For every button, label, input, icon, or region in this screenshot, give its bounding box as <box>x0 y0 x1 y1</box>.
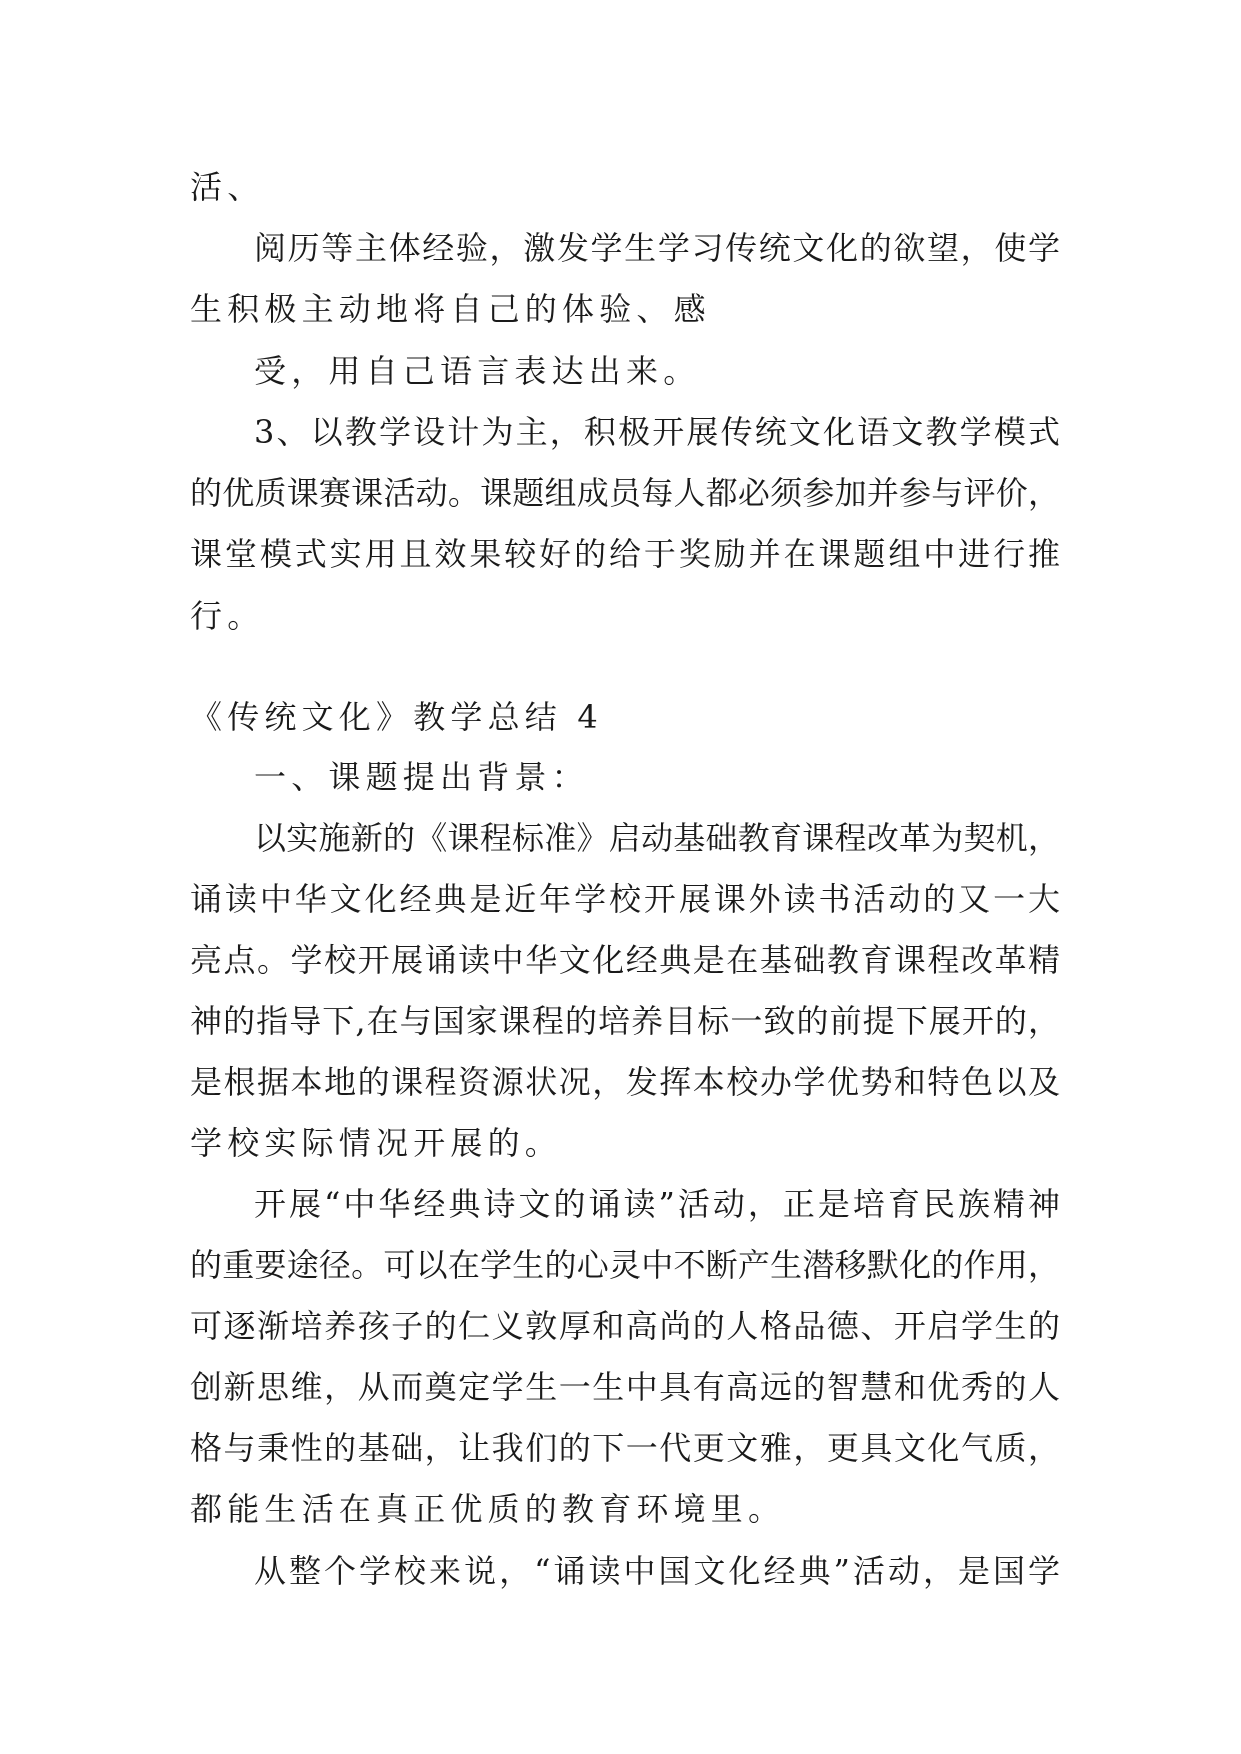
text-line: 神的指导下,在与国家课程的培养目标一致的前提下展开的， <box>190 1002 1060 1040</box>
text-line: 的优质课赛课活动。课题组成员每人都必须参加并参与评价， <box>190 474 1060 512</box>
text-line: 从整个学校来说，“诵读中国文化经典”活动，是国学 <box>254 1552 1060 1590</box>
text-line: 3、以教学设计为主，积极开展传统文化语文教学模式 <box>254 413 1060 451</box>
text-line: 亮点。学校开展诵读中华文化经典是在基础教育课程改革精 <box>190 941 1060 979</box>
text-line: 阅历等主体经验，激发学生学习传统文化的欲望，使学 <box>254 229 1060 267</box>
text-line: 创新思维，从而奠定学生一生中具有高远的智慧和优秀的人 <box>190 1368 1060 1406</box>
text-line: 诵读中华文化经典是近年学校开展课外读书活动的又一大 <box>190 880 1060 918</box>
text-line: 是根据本地的课程资源状况，发挥本校办学优势和特色以及 <box>190 1063 1060 1101</box>
text-line: 以实施新的《课程标准》启动基础教育课程改革为契机， <box>254 819 1060 857</box>
text-line: 活、 <box>190 168 265 206</box>
text-line: 生积极主动地将自己的体验、感 <box>190 290 711 328</box>
text-line: 学校实际情况开展的。 <box>190 1124 563 1162</box>
section-title: 《传统文化》教学总结 4 <box>190 698 603 736</box>
text-line: 受，用自己语言表达出来。 <box>254 352 701 390</box>
text-line: 开展“中华经典诗文的诵读”活动，正是培育民族精神 <box>254 1185 1060 1223</box>
text-line: 都能生活在真正优质的教育环境里。 <box>190 1490 786 1528</box>
text-line: 行。 <box>190 597 265 635</box>
text-line: 的重要途径。可以在学生的心灵中不断产生潜移默化的作用， <box>190 1246 1060 1284</box>
text-line: 一、课题提出背景： <box>254 758 589 796</box>
text-line: 可逐渐培养孩子的仁义敦厚和高尚的人格品德、开启学生的 <box>190 1307 1060 1345</box>
text-line: 课堂模式实用且效果较好的给于奖励并在课题组中进行推 <box>190 535 1060 573</box>
text-line: 格与秉性的基础，让我们的下一代更文雅，更具文化气质， <box>190 1429 1060 1467</box>
